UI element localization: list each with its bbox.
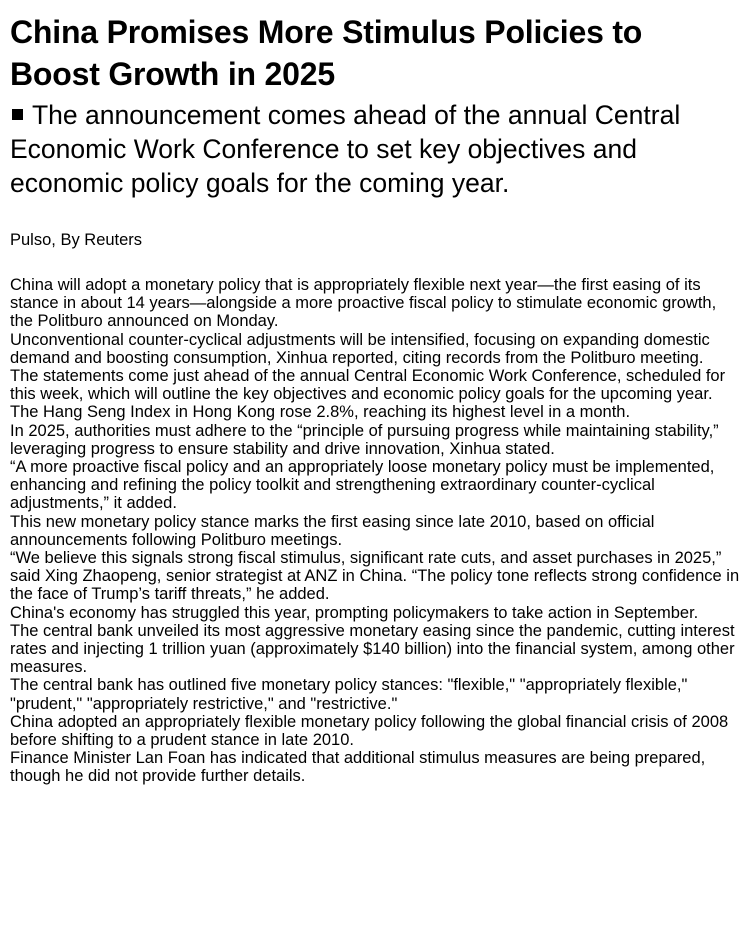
article-paragraph: The Hang Seng Index in Hong Kong rose 2.8%, reaching its highest level in a month. <box>10 403 631 422</box>
article-byline: Pulso, By Reuters <box>10 231 143 249</box>
article-paragraph: Unconventional counter-cyclical adjustments will be intensified, focusing on expanding domestic demand and boosting consumption, Xinhua reported, citing records from the Politburo meeting. <box>10 330 710 367</box>
article-paragraph: The central bank unveiled its most aggressive monetary easing since the pandemic, cutting interest rates and injecting 1 trillion yuan (approximately $140 billion) into the financial system, among other measures. <box>10 621 735 677</box>
article-paragraph: The central bank has outlined five monetary policy stances: "flexible," "appropriately flexible," "prudent," "appropriately restrictive," and "restrictive." <box>10 676 688 713</box>
article-headline: China Promises More Stimulus Policies to Boost Growth in 2025 <box>10 14 643 92</box>
article-paragraph: China's economy has struggled this year, prompting policymakers to take action in September. <box>10 603 699 622</box>
article-paragraph: China will adopt a monetary policy that is appropriately flexible next year—the first easing of its stance in about 14 years—alongside a more proactive fiscal policy to stimulate economic growth, the Politburo announced on Monday. <box>10 276 717 331</box>
article-paragraph: This new monetary policy stance marks the first easing since late 2010, based on official announcements following Politburo meetings. <box>10 512 655 549</box>
article-paragraph: Finance Minister Lan Foan has indicated that additional stimulus measures are being prepared, though he did not provide further details. <box>10 749 706 786</box>
article-subheadline <box>10 98 740 200</box>
article-paragraph: “A more proactive fiscal policy and an appropriately loose monetary policy must be implemented, enhancing and refining the policy toolkit and strengthening extraordinary counter-cyclical adjustments,” it added. <box>10 458 715 513</box>
square-bullet-icon <box>12 109 23 120</box>
article-body <box>10 276 740 786</box>
article-paragraph: In 2025, authorities must adhere to the “principle of pursuing progress while maintaining stability,” leveraging progress to ensure stability and drive innovation, Xinhua stated. <box>10 421 719 458</box>
article-subheadline-text: The announcement comes ahead of the annual Central Economic Work Conference to set key objectives and economic policy goals for the coming year. <box>10 100 681 198</box>
article-paragraph: “We believe this signals strong fiscal stimulus, significant rate cuts, and asset purchases in 2025,” said Xing Zhaopeng, senior strategist at ANZ in China. “The policy tone reflects strong confidence in the face of Trump’s tariff threats,” he added. <box>10 549 740 604</box>
article-paragraph: China adopted an appropriately flexible monetary policy following the global financial crisis of 2008 before shifting to a prudent stance in late 2010. <box>10 712 729 750</box>
article-paragraph: The statements come just ahead of the annual Central Economic Work Conference, scheduled for this week, which will outline the key objectives and economic policy goals for the upcoming year. <box>10 367 726 404</box>
